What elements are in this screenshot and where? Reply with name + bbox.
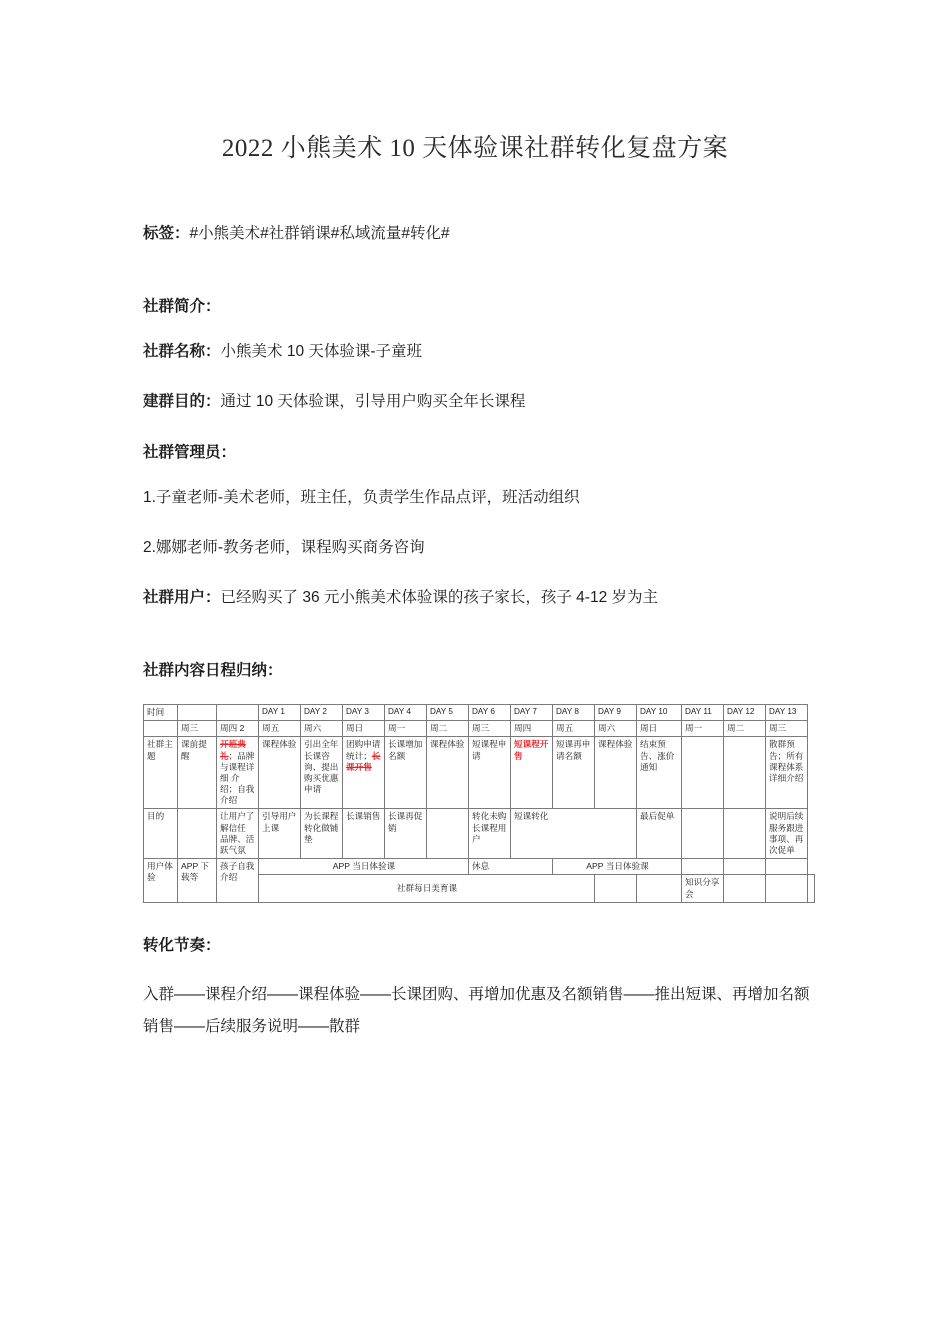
- community-users-label: 社群用户：: [143, 589, 221, 607]
- row-label-time: 时间: [144, 705, 178, 721]
- row-label-topic: 社群主题: [144, 737, 178, 809]
- weekday-cell: 周三: [766, 721, 808, 737]
- page-title: 2022 小熊美术 10 天体验课社群转化复盘方案: [221, 135, 729, 162]
- experience-cell-self-intro: 孩子自我介绍: [217, 859, 259, 903]
- experience-cell: [808, 875, 815, 902]
- table-row-weekday: [144, 721, 815, 737]
- topic-cell: 散群预告；所有课程体系详细介绍: [766, 737, 808, 809]
- weekday-cell: 周六: [595, 721, 637, 737]
- purpose-cell: 长课销售: [343, 809, 385, 859]
- spacer-cell: [144, 721, 178, 737]
- experience-cell-app-class-1: APP 当日体验课: [259, 859, 469, 875]
- day-header-cell: DAY 3: [343, 705, 385, 721]
- weekday-cell: 周四 2: [217, 721, 259, 737]
- topic-cell: 结束预告、涨价通知: [637, 737, 682, 809]
- purpose-cell: [682, 809, 724, 859]
- community-goal-value: 通过 10 天体验课，引导用户购买全年长课程: [220, 393, 526, 411]
- topic-cell: 长课增加名额: [385, 737, 427, 809]
- experience-cell-rest: 休息: [469, 859, 553, 875]
- topic-cell: 课程体验: [427, 737, 469, 809]
- day-header-cell: DAY 2: [301, 705, 343, 721]
- experience-cell: [766, 859, 808, 875]
- schedule-table-wrapper: [143, 704, 815, 903]
- highlight-longcourse-launch: 长课开售: [346, 750, 381, 772]
- experience-cell: [682, 859, 724, 875]
- purpose-cell: 最后促单: [637, 809, 682, 859]
- topic-cell-pre: 团购申请 统计；: [346, 739, 381, 761]
- table-row-experience-1: [144, 859, 815, 875]
- weekday-cell: 周五: [553, 721, 595, 737]
- day-header-cell: DAY 6: [469, 705, 511, 721]
- weekday-cell: 周一: [682, 721, 724, 737]
- experience-cell-app-download: APP 下载等: [178, 859, 217, 903]
- admin-item-1: 1.子童老师-美术老师，班主任，负责学生作品点评，班活动组织: [143, 489, 580, 507]
- community-goal-line: [143, 390, 815, 414]
- day-header-cell: DAY 8: [553, 705, 595, 721]
- document-body: [143, 222, 815, 1044]
- topic-cell: 课程体验: [259, 737, 301, 809]
- purpose-cell: 为长课程转化做铺垫: [301, 809, 343, 859]
- experience-cell: [595, 875, 637, 902]
- experience-cell: [637, 875, 682, 902]
- row-label-experience: 用户体验: [144, 859, 178, 903]
- day-header-cell: DAY 1: [259, 705, 301, 721]
- day-header-cell: DAY 4: [385, 705, 427, 721]
- purpose-cell: 长课再促销: [385, 809, 427, 859]
- intro-section-heading: 社群简介：: [143, 298, 221, 316]
- community-users-value: 已经购买了 36 元小熊美术体验课的孩子家长，孩子 4-12 岁为主: [220, 589, 659, 607]
- topic-cell-longcourse-launch: [343, 737, 385, 809]
- weekday-cell: 周二: [427, 721, 469, 737]
- topic-cell-shortcourse-launch: [511, 737, 553, 809]
- tags-value: #小熊美术#社群销课#私域流量#转化#: [189, 225, 450, 242]
- day-header-cell: [178, 705, 217, 721]
- row-label-purpose: 目的: [144, 809, 178, 859]
- day-header-cell: DAY 12: [724, 705, 766, 721]
- table-row-topic: [144, 737, 815, 809]
- topic-cell: [682, 737, 724, 809]
- topic-cell: 引出全年长课咨询、提出购买优惠申请: [301, 737, 343, 809]
- experience-cell-app-class-2: APP 当日体验课: [553, 859, 682, 875]
- purpose-cell: [724, 809, 766, 859]
- topic-cell-kickoff: [217, 737, 259, 809]
- day-header-cell: DAY 9: [595, 705, 637, 721]
- purpose-cell: [427, 809, 469, 859]
- rhythm-heading: 转化节奏：: [143, 936, 221, 954]
- day-header-cell: DAY 7: [511, 705, 553, 721]
- topic-cell: [724, 737, 766, 809]
- experience-cell-daily-art-class: 社群每日美育课: [259, 875, 595, 902]
- tags-label: 标签：: [143, 225, 190, 242]
- community-goal-label: 建群目的：: [143, 393, 221, 411]
- purpose-cell: [178, 809, 217, 859]
- topic-cell: 课程体验: [595, 737, 637, 809]
- weekday-cell: 周日: [343, 721, 385, 737]
- day-header-cell: DAY 10: [637, 705, 682, 721]
- experience-cell: [724, 875, 766, 902]
- purpose-cell: 引导用户上课: [259, 809, 301, 859]
- day-header-cell: DAY 13: [766, 705, 808, 721]
- weekday-cell: 周三: [469, 721, 511, 737]
- table-row-day-header: [144, 705, 815, 721]
- topic-cell: 课前提醒: [178, 737, 217, 809]
- experience-cell: [724, 859, 766, 875]
- purpose-cell-shortcourse-conversion: 短课转化: [511, 809, 637, 859]
- highlight-shortcourse-launch: 短课程开售: [514, 739, 549, 761]
- weekday-cell: 周三: [178, 721, 217, 737]
- experience-cell: [766, 875, 808, 902]
- day-header-cell: DAY 5: [427, 705, 469, 721]
- rhythm-text: 入群——课程介绍——课程体验——长课团购、再增加优惠及名额销售——推出短课、再增加名额销售——后续服务说明——散群: [143, 985, 810, 1036]
- community-name-label: 社群名称：: [143, 343, 221, 361]
- topic-cell-rest: ；品牌与课程详细 介绍；自我介绍: [220, 750, 255, 806]
- purpose-cell: 转化未购长课程用户: [469, 809, 511, 859]
- table-row-purpose: [144, 809, 815, 859]
- topic-cell: 短课程申请: [469, 737, 511, 809]
- weekday-cell: 周五: [259, 721, 301, 737]
- community-name-value: 小熊美术 10 天体验课-子童班: [220, 343, 423, 361]
- weekday-cell: 周二: [724, 721, 766, 737]
- admin-section-heading: 社群管理员：: [143, 444, 237, 462]
- highlight-kickoff: 开班典礼: [220, 739, 246, 761]
- weekday-cell: 周六: [301, 721, 343, 737]
- topic-cell: 短课再申请名额: [553, 737, 595, 809]
- purpose-cell: 让用户了解信任 品牌、活跃气氛: [217, 809, 259, 859]
- schedule-table: [143, 704, 815, 903]
- experience-cell-knowledge-share: 知识分享会: [682, 875, 724, 902]
- day-header-cell: [217, 705, 259, 721]
- purpose-cell: 说明后续服务跟进事项、再次促单: [766, 809, 808, 859]
- schedule-heading: 社群内容日程归纳：: [143, 662, 283, 680]
- weekday-cell: 周日: [637, 721, 682, 737]
- community-users-line: [143, 586, 815, 610]
- admin-item-2: 2.娜娜老师-教务老师，课程购买商务咨询: [143, 539, 425, 557]
- tags-line: [143, 222, 815, 246]
- community-name-line: [143, 340, 815, 364]
- day-header-cell: DAY 11: [682, 705, 724, 721]
- weekday-cell: 周四: [511, 721, 553, 737]
- weekday-cell: 周一: [385, 721, 427, 737]
